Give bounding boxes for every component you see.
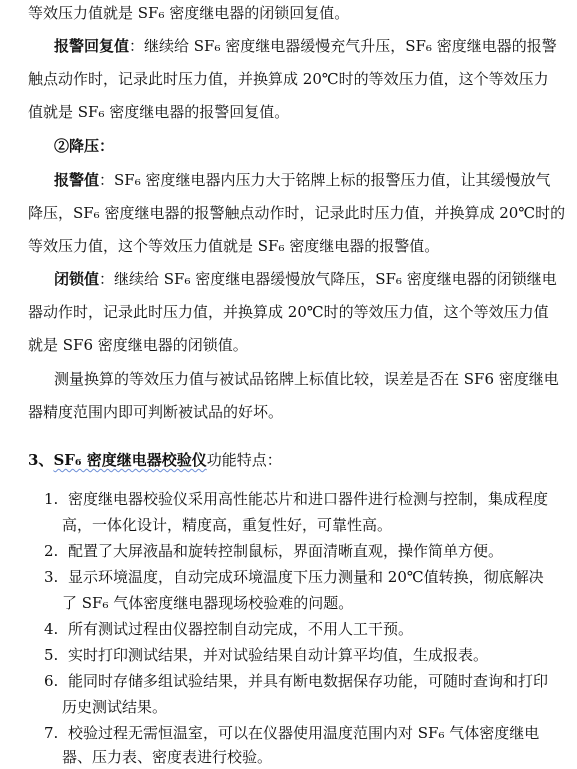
text-line: 等效压力值就是 SF₆ 密度继电器的闭锁回复值。 xyxy=(28,4,350,22)
text-line: 等效压力值，这个等效压力值就是 SF₆ 密度继电器的报警值。 xyxy=(28,237,440,255)
document-page: 等效压力值就是 SF₆ 密度继电器的闭锁回复值。 报警回复值：继续给 SF₆ 密度继电器缓慢充气升压，SF₆ 密度继电器的报警 触点动作时，记录此时压力值，并换算成 20℃时的等效压力值，这个等效压力 值就是 SF₆ 密度继电器的报警回复值。 ②降压： 报警值：SF₆ 密度继电器内压力大于铭牌上标的报警压力值，让其缓慢放气 降压，SF₆ 密度继电器的报警触点动作时，记录此时压力值，并换算成 20℃时的 等效压力值，这个等效压力值就是 SF₆ 密度继电器的报警值。 闭锁值：继续给 SF₆ 密度继电器缓慢放气降压，SF₆ 密度继电器的闭锁继电 器动作时，记录此时压力值，并换算成 20℃时的等效压力值，这个等效压力值 就是 SF6 密度继电器的闭锁值。 测量换算的等效压力值与被试品铭牌上标值比较，误差是否在 SF6 密度继电 器精度范围内即可判断被试品的好坏。 3、SF₆ 密度继电器校验仪功能特点： 1. 密度继电器校验仪采用高性能芯片和进口器件进行检测与控制，集成程度 高，一体化设计，精度高，重复性好，可靠性高。 2. 配置了大屏液晶和旋转控制鼠标，界面清晰直观，操作简单方便。 3. 显示环境温度，自动完成环境温度下压力测量和 20℃值转换，彻底解决 了 SF₆ 气体密度继电器现场校验难的问题。 4. 所有测试过程由仪器控制自动完成，不用人工干预。 5. 实时打印测试结果，并对试验结果自动计算平均值，生成报表。 6. 能同时存储多组试验结果，并具有断电数据保存功能，可随时查询和打印 历史测试结果。 7. 校验过程无需恒温室，可以在仪器使用温度范围内对 SF₆ 气体密度继电 器、压力表、密度表进行校验。 xyxy=(28,4,566,766)
text-line xyxy=(54,170,550,190)
text-line xyxy=(54,36,557,56)
text-line: 降压，SF₆ 密度继电器的报警触点动作时，记录此时压力值，并换算成 20℃时的 xyxy=(28,204,566,222)
text-line: 器动作时，记录此时压力值，并换算成 20℃时的等效压力值，这个等效压力值 xyxy=(28,303,549,321)
term-text: ：继续给 SF₆ 密度继电器缓慢充气升压，SF₆ 密度继电器的报警 xyxy=(129,37,557,55)
text-line: 值就是 SF₆ 密度继电器的报警回复值。 xyxy=(28,103,290,121)
term-label: 闭锁值 xyxy=(54,270,100,288)
section-heading: 3、SF₆ 密度继电器校验仪功能特点： xyxy=(28,451,282,469)
text-line xyxy=(54,269,557,289)
text-line: 触点动作时，记录此时压力值，并换算成 20℃时的等效压力值，这个等效压力 xyxy=(28,70,549,88)
subheading: ②降压： xyxy=(54,137,115,155)
term-label: 报警值 xyxy=(54,171,100,189)
text-line: 测量换算的等效压力值与被试品铭牌上标值比较，误差是否在 SF6 密度继电 xyxy=(54,370,559,388)
term-text: ：SF₆ 密度继电器内压力大于铭牌上标的报警压力值，让其缓慢放气 xyxy=(99,171,551,189)
term-text: ：继续给 SF₆ 密度继电器缓慢放气降压，SF₆ 密度继电器的闭锁继电 xyxy=(99,270,557,288)
term-label: 报警回复值 xyxy=(54,37,130,55)
text-line: 就是 SF6 密度继电器的闭锁值。 xyxy=(28,336,248,354)
text-line: 器精度范围内即可判断被试品的好坏。 xyxy=(28,403,284,421)
